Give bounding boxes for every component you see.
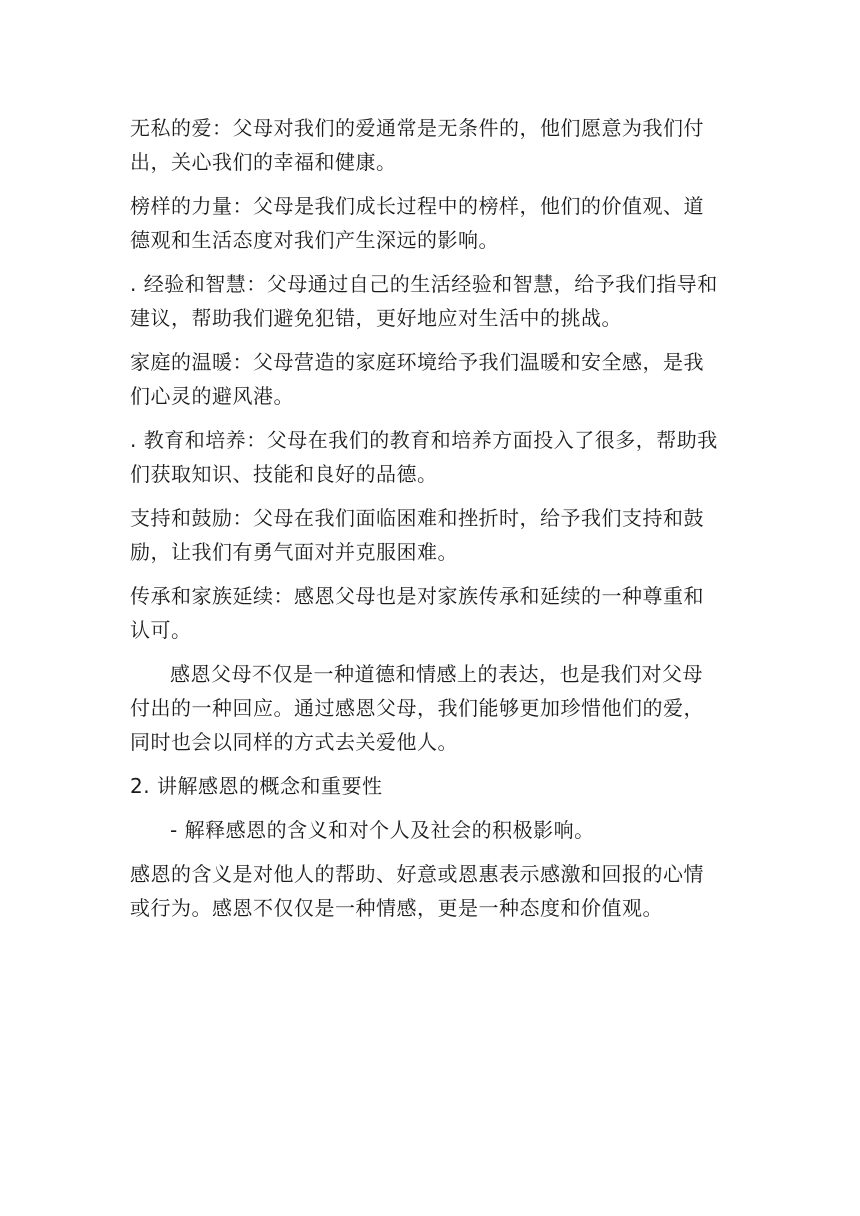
- paragraph-experience-wisdom: . 经验和智慧：父母通过自己的生活经验和智慧，给予我们指导和建议，帮助我们避免犯错，更好地应对生活中的挑战。: [130, 272, 718, 330]
- paragraph-selfless-love: 无私的爱：父母对我们的爱通常是无条件的，他们愿意为我们付出，关心我们的幸福和健康。: [130, 116, 704, 174]
- paragraph-gratitude-summary: 感恩父母不仅是一种道德和情感上的表达，也是我们对父母付出的一种回应。通过感恩父母，我们能够更加珍惜他们的爱，同时也会以同样的方式去关爱他人。: [130, 662, 704, 754]
- bullet-explain-gratitude: - 解释感恩的含义和对个人及社会的积极影响。: [170, 818, 595, 842]
- paragraph-education: . 教育和培养：父母在我们的教育和培养方面投入了很多，帮助我们获取知识、技能和良好的品德。: [130, 428, 718, 486]
- paragraph-heritage: 传承和家族延续：感恩父母也是对家族传承和延续的一种尊重和认可。: [130, 584, 704, 642]
- paragraph-support: 支持和鼓励：父母在我们面临困难和挫折时，给予我们支持和鼓励，让我们有勇气面对并克服困难。: [130, 506, 704, 564]
- document-body: [130, 111, 720, 925]
- section-heading-gratitude-concept: 2. 讲解感恩的概念和重要性: [130, 774, 383, 798]
- paragraph-role-model: 榜样的力量：父母是我们成长过程中的榜样，他们的价值观、道德观和生活态度对我们产生深远的影响。: [130, 194, 704, 252]
- paragraph-gratitude-meaning: 感恩的含义是对他人的帮助、好意或恩惠表示感激和回报的心情或行为。感恩不仅仅是一种情感，更是一种态度和价值观。: [130, 862, 704, 920]
- paragraph-family-warmth: 家庭的温暖：父母营造的家庭环境给予我们温暖和安全感，是我们心灵的避风港。: [130, 350, 704, 408]
